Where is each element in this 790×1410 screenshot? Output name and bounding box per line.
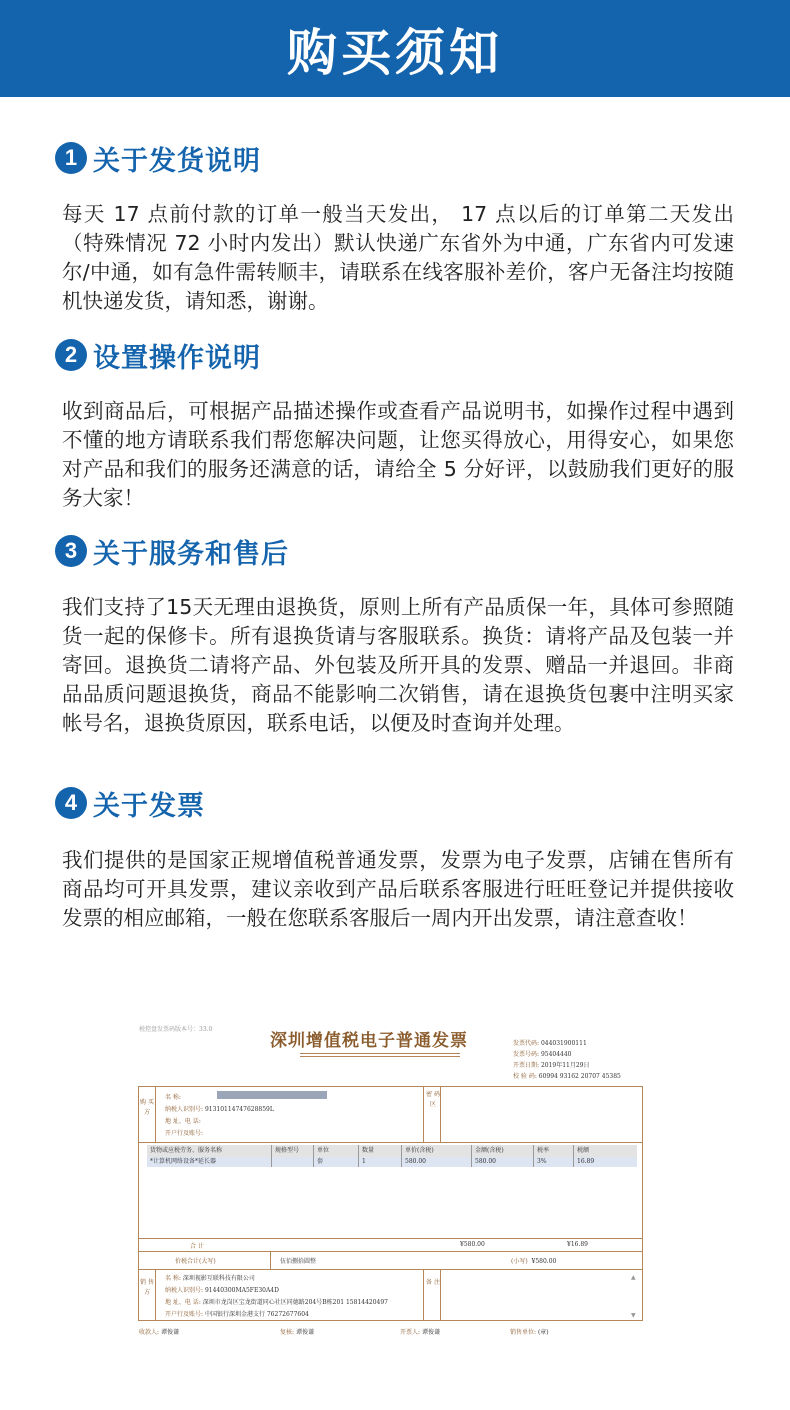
buyer-addr-key: 地 址、电 话:	[165, 1118, 201, 1125]
divider	[138, 1269, 643, 1270]
total-amount: ¥580.00	[460, 1241, 485, 1248]
seller-bank-row: 开户行及账号: 中国银行深圳金港支行 76272677604	[165, 1311, 309, 1318]
drawer: 开票人: 谭俊谦	[400, 1329, 440, 1336]
cipher-label: 密 码 区	[426, 1091, 440, 1108]
seller-seal: 销售单位: (章)	[510, 1329, 549, 1336]
invoice-sample	[135, 1018, 645, 1348]
divider	[155, 1269, 156, 1321]
scroll-up-icon: ▲	[631, 1274, 636, 1281]
payee: 收款人: 谭俊谦	[139, 1329, 179, 1336]
items-table-header: 货物或应税劳务、服务名称 规格型号 单位 数量 单价(含税) 金额(含税) 税率 税额	[147, 1145, 637, 1157]
section-2-heading	[55, 335, 261, 375]
table-row: *计算机网络设备*延长器 套 1 580.00 580.00 3% 16.89	[147, 1157, 637, 1167]
number-1-icon: 1	[55, 142, 87, 174]
title-underline	[300, 1053, 460, 1054]
remark-label: 备 注	[426, 1279, 440, 1286]
total-tax: ¥16.89	[567, 1241, 588, 1248]
section-4-title: 关于发票	[93, 790, 205, 822]
seller-label: 销 售 方	[140, 1279, 154, 1296]
sum-words: 伍佰捌拾圆整	[280, 1258, 317, 1265]
divider	[423, 1086, 424, 1143]
number-4-icon: 4	[55, 787, 87, 819]
seller-tax-row: 纳税人识别号: 91440300MA5FE30A4D	[165, 1287, 279, 1294]
section-3-title: 关于服务和售后	[93, 538, 289, 570]
total-label: 合 计	[190, 1243, 204, 1250]
title-underline-2	[300, 1056, 460, 1057]
section-3-heading	[55, 531, 289, 571]
section-2-title: 设置操作说明	[93, 342, 261, 374]
divider	[270, 1251, 271, 1269]
invoice-machine-no: 税控盘发票码版本号：33.0	[139, 1026, 213, 1033]
number-3-icon: 3	[55, 535, 87, 567]
divider	[155, 1086, 156, 1143]
invoice-title: 深圳增值税电子普通发票	[270, 1031, 468, 1051]
sum-label: 价税合计(大写)	[175, 1258, 216, 1265]
header-banner	[0, 0, 790, 97]
buyer-bank-key: 开户行及账号:	[165, 1130, 204, 1137]
reviewer: 复核: 谭俊谦	[280, 1329, 314, 1336]
section-1-body: 每天 17 点前付款的订单一般当天发出， 17 点以后的订单第二天发出（特殊情况 72 小时内发出）默认快递广东省外为中通，广东省内可发速尔/中通，如有急件需转顺丰，请联系在线客服补差价，客户无备注均按随机快递发货，请知悉，谢谢。	[62, 202, 734, 313]
buyer-name-key: 名 称:	[165, 1094, 181, 1101]
section-1-heading	[55, 138, 261, 178]
seller-name-row: 名 称: 深圳视影互联科技有限公司	[165, 1275, 255, 1282]
scroll-down-icon: ▼	[631, 1312, 636, 1319]
divider	[423, 1269, 424, 1321]
divider	[440, 1086, 441, 1143]
section-1-title: 关于发货说明	[93, 145, 261, 177]
section-2-body: 收到商品后，可根据产品描述操作或查看产品说明书，如操作过程中遇到不懂的地方请联系我们帮您解决问题，让您买得放心，用得安心，如果您对产品和我们的服务还满意的话，请给全 5 分好评，以鼓励我们更好的服务大家！	[62, 399, 734, 510]
number-2-icon: 2	[55, 339, 87, 371]
buyer-block	[138, 1086, 643, 1143]
invoice-meta: 发票代码: 044031900111 发票号码: 95404440 开票日期: 2019年11月29日 校 验 码: 60994 93162 20707 45385	[513, 1040, 621, 1080]
section-3-body: 我们支持了15天无理由退换货，原则上所有产品质保一年，具体可参照随货一起的保修卡。所有退换货请与客服联系。换货：请将产品及包装一并寄回。退换货二请将产品、外包装及所开具的发票、赠品一并退回。非商品品质问题退换货，商品不能影响二次销售，请在退换货包裹中注明买家帐号名，退换货原因，联系电话，以便及时查询并处理。	[62, 595, 734, 735]
buyer-tax-row: 纳税人识别号: 91310114747628859L	[165, 1106, 274, 1113]
sum-small: (小写) ¥580.00	[511, 1258, 557, 1265]
section-4-heading	[55, 783, 205, 823]
page-title: 购买须知	[287, 23, 503, 82]
buyer-label: 购 买 方	[140, 1099, 154, 1116]
section-4-body: 我们提供的是国家正规增值税普通发票，发票为电子发票，店铺在售所有商品均可开具发票，建议亲收到产品后联系客服进行旺旺登记并提供接收发票的相应邮箱，一般在您联系客服后一周内开出发票，请注意查收！	[62, 848, 734, 930]
divider	[138, 1238, 643, 1239]
divider	[440, 1269, 441, 1321]
divider	[138, 1251, 643, 1252]
seller-addr-row: 地 址、电 话: 深圳市龙岗区宝龙街道同心社区同德路204号B栋201 15814420497	[165, 1299, 388, 1306]
buyer-name-redacted	[217, 1091, 327, 1099]
